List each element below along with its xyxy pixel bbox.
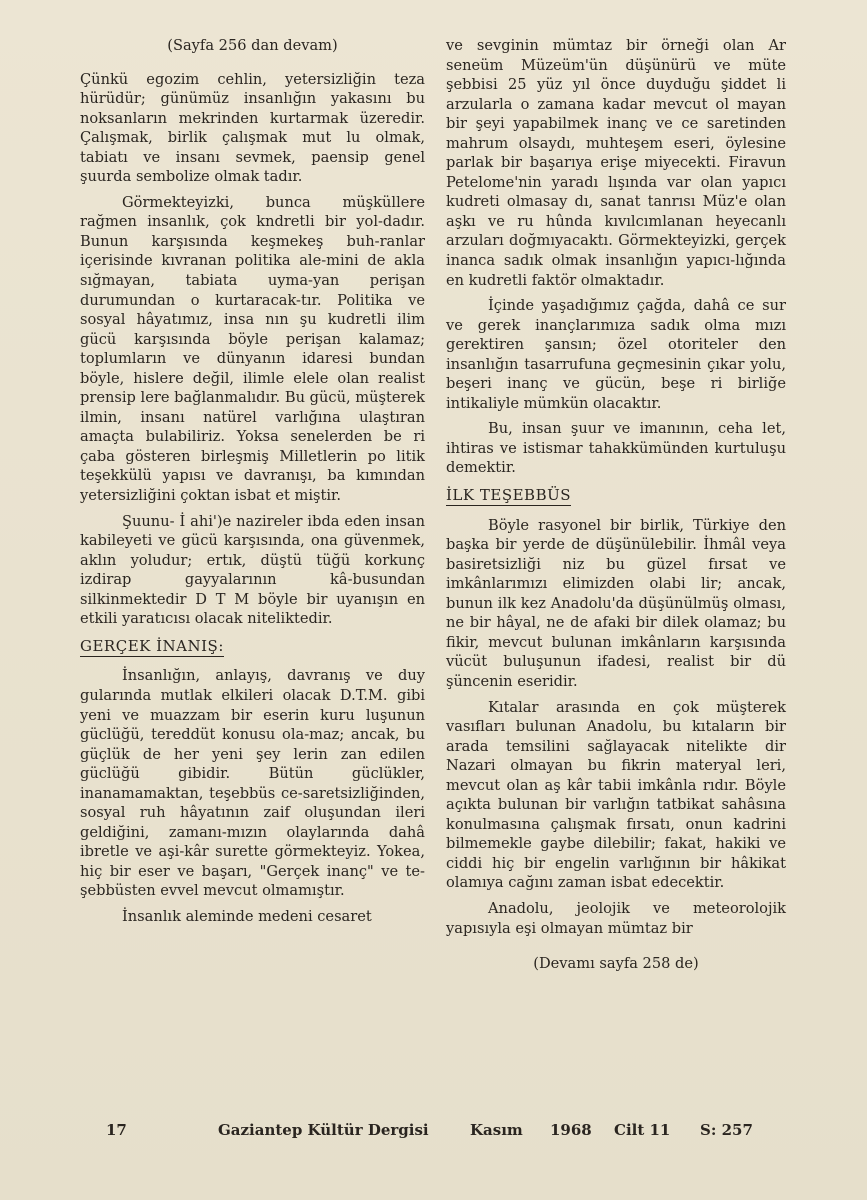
body-paragraph: İnsanlığın, anlayış, davranış ve duy gularında mutlak elkileri olacak D.T.M. gibi yeni ve muazzam bir eserin kuru luşunun güclüğü, tereddüt konusu ola-maz; ancak, bu güçlük de her yeni şey lerin zan edilen güclüğü gibidir. Bütün güclükler, inanamamaktan, teşebbüs ce-saretsizliğinden, sosyal ruh hâyatının zaif oluşundan ileri geldiğini, zamanı-mızın olaylarında dahâ ibretle ve aşi-kâr surette görmekteyiz. Yokea, hiç bir eser ve başarı, "Gerçek inanç" ve te-şebbüsten evvel mevcut olmamıştır. [80, 667, 425, 900]
section-heading-gercek-inanis [80, 637, 425, 657]
body-paragraph: Bu, insan şuur ve imanının, ceha let, ihtiras ve istismar tahakkümünden kurtuluşu demektir. [446, 420, 786, 477]
page-footer [0, 1121, 867, 1145]
body-paragraph: İçinde yaşadığımız çağda, dahâ ce sur ve gerek inançlarımıza sadık olma mızı gerektiren şansın; özel otoriteler den insanlığın tasarrufuna geçmesinin çıkar yolu, beşeri inanç ve gücün, beşe ri birliğe intikaliyle mümkün olacaktır. [446, 297, 786, 412]
issue-month: Kasım [470, 1121, 523, 1139]
body-paragraph: İnsanlık aleminde medeni cesaret [122, 907, 372, 925]
issue-year: 1968 [550, 1121, 592, 1139]
body-paragraph: Kıtalar arasında en çok müşterek vasıfları bulunan Anadolu, bu kıtaların bir arada temsilini sağlayacak nitelikte dir Nazari olmayan bu fikrin materyal leri, mevcut olan aş kâr tabii imkânla rıdır. Böyle açıkta bulunan bir varlığın tatbikat sahâsına konulmasına çalışmak fırsatı, onun kadrini bilmemekle gaybe dilebilir; fakat, hakiki ve ciddi hiç bir engelin varlığının bir hâkikat olamıya cağını zaman isbat edecektir. [446, 698, 786, 892]
page-number: 17 [106, 1121, 127, 1139]
section-heading-ilk-tesebbus [446, 486, 786, 506]
body-paragraph: ve sevginin mümtaz bir örneği olan Ar seneüm Müzeüm'ün düşünürü ve müte şebbisi 25 yüz yıl önce duyduğu şiddet li arzularla o zamana kadar mevcut ol mayan bir şeyi yapabilmek inanç ve ce saretinden mahrum olsaydı, muhteşem eseri, öylesine parlak bir başarıya erişe miyecekti. Firavun Petelome'nin yaradı lışında var olan yapıcı kudreti olmasay dı, sanat tanrısı Müz'e olan aşkı ve ru hûnda kıvılcımlanan heyecanlı arzuları doğmıyacaktı. Görmekteyizki, gerçek inanca sadık olmak insanlığın yapıcı-lığında en kudretli faktör olmaktadır. [446, 37, 786, 289]
right-column [446, 36, 786, 974]
body-paragraph: Şuunu- İ ahi')e nazireler ibda eden insan kabileyeti ve gücü karşısında, ona güvenmek, aklın yoludur; ertık, düştü tüğü korkunç izdirap gayyalarının kâ-busundan silkinmektedir D T M böyle bir uyanışın en etkili yaratıcısı olacak niteliktedir. [80, 512, 425, 628]
left-column [80, 36, 425, 933]
section-heading-text: İLK TEŞEBBÜS [446, 486, 572, 505]
body-paragraph: Anadolu, jeolojik ve meteorolojik yapısıyla eşi olmayan mümtaz bir [446, 899, 786, 937]
continuation-header: (Sayfa 256 dan devam) [167, 37, 338, 54]
continuation-footer: (Devamı sayfa 258 de) [533, 955, 699, 973]
section-heading-text: GERÇEK İNANIŞ: [80, 636, 224, 655]
issue-number: S: 257 [700, 1121, 753, 1139]
body-paragraph: Görmekteyizki, bunca müşküllere rağmen insanlık, çok kndretli bir yol-dadır. Bunun karşısında keşmekeş buh-ranlar içerisinde kıvranan politika ale-mini de akla sığmayan, tabiata uyma-yan perişan durumundan o kurtaracak-tır. Politika ve sosyal hâyatımız, insa nın şu kudretli ilim gücü karşısında böyle perişan kalamaz; toplumların ve dünyanın idaresi bundan böyle, hislere değil, ilimle elele olan realist prensip lere bağlanmalıdır. Bu gücü, müşterek ilmin, insanı natürel varlığına ulaştıran amaçta bulabiliriz. Yoksa senelerden be ri çaba gösteren birleşmiş Milletlerin po litik teşekkülü yapısı ve davranışı, ba kımından yetersizliğini çoktan isbat et miştir. [80, 193, 425, 505]
volume-number: Cilt 11 [614, 1121, 671, 1139]
journal-name: Gaziantep Kültür Dergisi [218, 1121, 429, 1139]
body-paragraph: Böyle rasyonel bir birlik, Türkiye den başka bir yerde de düşünülebilir. İhmâl veya basiretsizliği niz bu güzel fırsat ve imkânlarımızı elimizden olabi lir; ancak, bunun ilk kez Anadolu'da düşünülmüş olması, ne bir hâyal, ne de afaki bir dilek olamaz; bu fikir, mevcut bulunan imkânların karşısında vücüt buluşunun ifadesi, realist bir dü şüncenin eseridir. [446, 516, 786, 690]
body-paragraph: Çünkü egozim cehlin, yetersizliğin teza hürüdür; günümüz insanlığın yakasını bu noksanların mekrinden kurtarmak üzeredir. Çalışmak, birlik çalışmak mut lu olmak, tabiatı ve insanı sevmek, paensip genel şuurda sembolize olmak tadır. [80, 70, 425, 186]
